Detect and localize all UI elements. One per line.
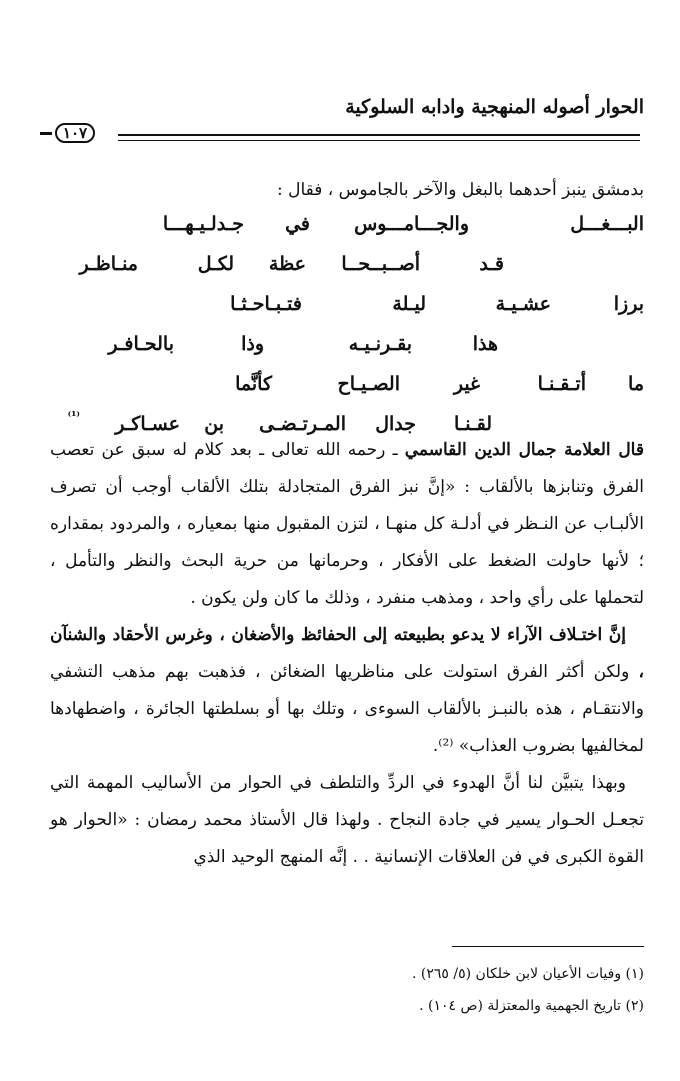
- poem-word: عشـيـة: [495, 293, 551, 315]
- poem-row-2: [50, 249, 644, 289]
- poem-row-5: [50, 369, 644, 409]
- poem-word: كأنَّما: [235, 373, 272, 395]
- footnote-2: (٢) تاريخ الجهمية والمعتزلة (ص ١٠٤) .: [419, 998, 644, 1014]
- poem-word: بالحـافـر: [108, 333, 174, 355]
- poem-word: بن: [204, 413, 224, 435]
- poem-word: في: [285, 213, 310, 235]
- poem-word: الصـيـاح: [337, 373, 400, 395]
- footnote-separator: [452, 946, 644, 947]
- poem-word: فتـبـاحـثـا: [230, 293, 302, 315]
- poem-row-3: [50, 289, 644, 329]
- poem-word: جـدلـيـهـــا: [162, 213, 244, 235]
- poem-word: قـد: [479, 253, 504, 275]
- poem-word: أتـقـنـا: [537, 373, 586, 395]
- poem-word: عسـاكـر: [115, 413, 180, 435]
- main-text: [50, 432, 644, 876]
- poem-word: برزا: [613, 293, 644, 315]
- poem-word: أصــبــحــا: [341, 253, 420, 275]
- poem-word: البـــغـــل: [570, 213, 644, 235]
- page-number-ornament: [40, 132, 52, 135]
- poem-word: لكـل: [197, 253, 234, 275]
- page-number: [40, 123, 110, 143]
- paragraph-1-text: ـ رحمه الله تعالى ـ بعد كلام له سبق عن تعصب الفرق وتنابزها بالألقاب : «إنَّ نبز الفرق المتجادلة بتلك الألقاب أوجب أن تصرف الألبـاب عن النـظر في أدلـة كل منهـا ، لتزن المقبول منها بمعياره ، والمردود بمقداره ؛ لأنها حاولت الضغط على الأفكار ، وحرمانها من حرية البحث والنظر والتأمل ، لتحملها على رأي واحد ، ومذهب منفرد ، وذلك ما كان ولن يكون .: [50, 440, 644, 608]
- poem-word: جدال: [375, 413, 416, 435]
- header-rule: [40, 132, 640, 148]
- paragraph-2-bold: إنَّ اختـلاف الآراء لا يدعو بطبيعته إلى الحفائظ والأضغان ، وغرس الأحقاد والشنآن ،: [50, 625, 644, 682]
- paragraph-2: [50, 617, 644, 765]
- poem-word: منـاظـر: [79, 253, 138, 275]
- poem-word: والجـــامـــوس: [354, 213, 469, 235]
- poem-word: غير: [453, 373, 480, 395]
- footnote-ref-1: ⁽¹⁾: [67, 409, 80, 423]
- paragraph-1-bold: قال العلامة جمال الدين القاسمي: [404, 440, 644, 460]
- poem-word: بقـرنـيـه: [348, 333, 412, 355]
- paragraph-1: [50, 432, 644, 617]
- header-rule-thick: [118, 134, 640, 136]
- footnotes: [50, 958, 644, 1022]
- intro-line: بدمشق ينبز أحدهما بالبغل والآخر بالجاموس ، فقال :: [276, 180, 644, 200]
- poem-row-4: [50, 329, 644, 369]
- poem-word: عظة: [268, 253, 306, 275]
- poem-word: لقـنـا: [453, 413, 492, 435]
- poem-word: ما: [628, 373, 644, 395]
- paragraph-2-text: ولكن أكثر الفرق استولت على مناظريها الضغائن ، فذهبت بهم مذهب التشفي والانتقـام ، هذه بالنبـز بالألقاب السوءى ، وتلك بها أو بسلطتها الجائرة ، واضطهادها لمخالفيها بضروب العذاب» ⁽²⁾.: [50, 662, 644, 756]
- poem-row-1: [50, 209, 644, 249]
- intro-line-block: [50, 172, 644, 209]
- poem-word: ليـلة: [392, 293, 426, 315]
- paragraph-3: وبهذا يتبيَّن لنا أنَّ الهدوء في الردِّ والتلطف في الحوار من الأساليب المهمة التي تجعـل الحـوار يسير في جادة النجاح . ولهذا قال الأستاذ محمد رمضان : «الحوار هو القوة الكبرى في فن العلاقات الإنسانية . . إنَّه المنهج الوحيد الذي: [50, 773, 644, 867]
- page-number-value: ١٠٧: [55, 123, 95, 143]
- footnote-1: (١) وفيات الأعيان لابن خلكان (٥/ ٢٦٥) .: [411, 966, 644, 982]
- poem-word: المـرتـضـى: [259, 413, 346, 435]
- running-header-title: الحوار أصوله المنهجية وادابه السلوكية: [345, 96, 644, 118]
- poem-word: هذا: [472, 333, 498, 355]
- poem: [50, 209, 644, 449]
- poem-word: وذا: [241, 333, 264, 355]
- header-rule-thin: [118, 140, 640, 141]
